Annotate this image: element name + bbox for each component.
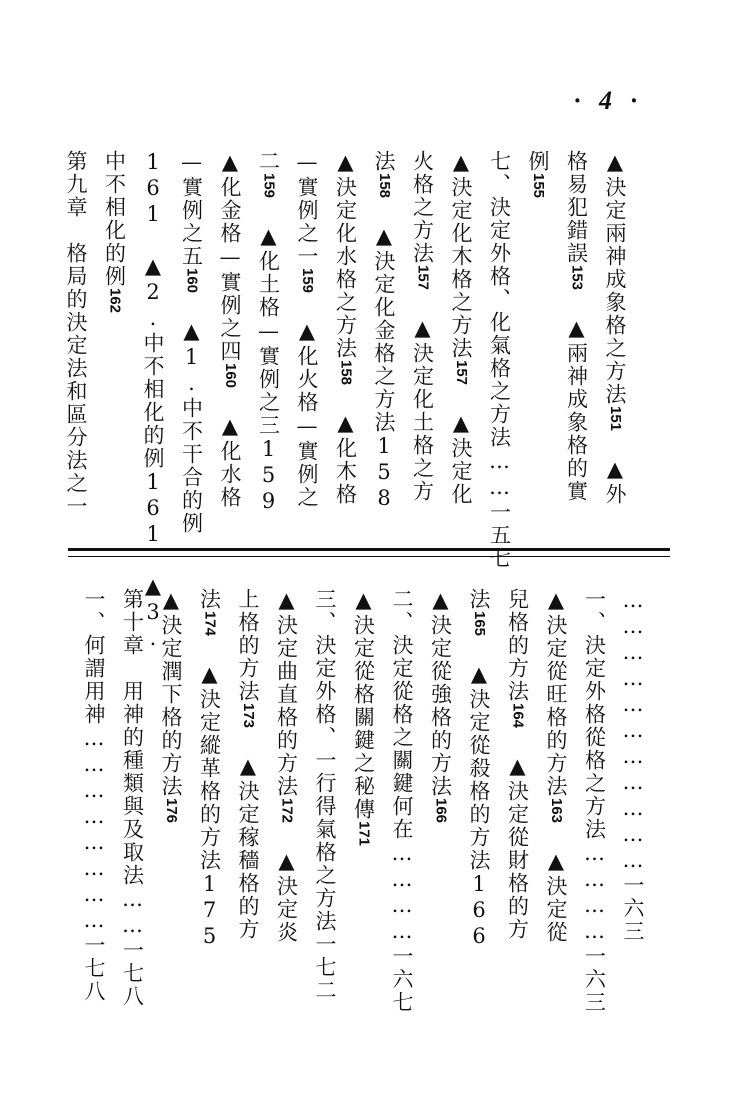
toc-column-lower [430,588,451,823]
toc-entry-text: 二、決定從格之關鍵何在…………一六七 [390,588,414,1014]
toc-column-lower [584,588,605,1014]
toc-page-number: 160 [222,363,239,389]
toc-page-number: 166 [432,798,450,824]
toc-entry-text: ▲決定化水格之方法 [333,150,358,360]
toc-entry-continuation: ▲決定化土格之方 [410,290,435,504]
toc-entry-continuation: ▲化木格 [333,385,358,507]
toc-entry-text: 二 [256,150,281,173]
toc-entry-text: ▲化金格—實例之四 [218,150,242,363]
toc-page-number: 151 [607,406,624,432]
toc-column-lower [622,588,643,943]
toc-entry-text: —實例之一 [295,150,319,268]
toc-entry-text: 中不相化的例 [102,150,127,288]
toc-page-number: 171 [355,821,373,847]
toc-page-number: 159 [260,173,278,199]
toc-entry-text: 火格之方法 [410,150,435,265]
toc-column-upper [373,150,394,512]
toc-page-number: 155 [530,173,547,199]
toc-page-number: 153 [568,265,586,291]
toc-entry-continuation: ▲決定炎 [274,823,299,945]
toc-entry-continuation: ▲化土格—實例之三159 [256,198,281,516]
toc-column-upper [181,150,202,535]
toc-entry-text: 第十章 用神的種類與及取法……一七八 [120,588,145,1008]
toc-column-upper [450,150,471,506]
toc-entry-text: ▲決定從強格的方法 [428,588,453,798]
toc-column-upper [604,150,625,506]
page-number: · 4 · [574,86,643,115]
toc-entry-continuation: ▲外 [603,431,627,507]
toc-column-upper [258,150,279,515]
toc-entry-text: 法 [197,588,222,611]
toc-entry-text: 161 [141,150,165,228]
toc-entry-text: 七、決定外格、化氣格之方法……一五七 [487,150,512,570]
toc-page-number: 159 [299,268,316,294]
toc-column-upper [65,150,86,518]
toc-page-number: 162 [106,288,124,314]
toc-entry-text: ▲決定從旺格的方法 [544,588,568,798]
toc-entry-text: 法 [467,588,491,611]
toc-column-upper [489,150,510,570]
toc-page-number: 158 [337,360,355,386]
toc-column-upper [219,150,240,509]
toc-page-number: 157 [453,360,470,386]
toc-entry-text: ▲決定從格關鍵之秘傳 [351,588,376,821]
toc-column-lower [314,588,335,1002]
toc-entry-text: ▲決定兩神成象格之方法 [603,150,627,406]
toc-page-number: 163 [548,798,565,824]
toc-column-lower [353,588,374,846]
toc-column-upper [527,150,548,198]
toc-entry-continuation: ▲1.中不干合的例 [179,293,204,536]
toc-page-number: 165 [471,611,488,637]
toc-entry-text: ▲決定化木格之方法 [449,150,473,360]
toc-entry-continuation: ▲決定從 [544,823,568,945]
toc-column-upper [412,150,433,503]
toc-entry-text: 上格的方法 [236,588,260,703]
toc-column-upper [296,150,317,509]
toc-page-number: 174 [201,611,219,637]
toc-column-upper [566,150,587,503]
toc-entry-text: 第九章 格局的決定法和區分法之一 [64,150,88,518]
toc-page-number: 160 [183,268,201,294]
toc-column-lower [83,588,104,1003]
toc-page-number: 173 [240,703,257,729]
toc-column-lower [468,588,489,950]
toc-entry-text: 例 [526,150,550,173]
toc-entry-text: 格易犯錯誤 [564,150,589,265]
toc-page-number: 157 [414,265,432,291]
toc-entry-text: ▲決定潤下格的方法 [159,588,183,798]
toc-entry-text: ……………………………一六三 [621,588,645,943]
toc-column-lower [507,588,528,941]
toc-entry-text: —實例之五 [179,150,204,268]
toc-page-number: 172 [278,798,296,824]
toc-column-lower [391,588,412,1014]
toc-entry-text: 一、何謂用神……………………一七八 [82,588,106,1003]
toc-entry-continuation: ▲決定稼穡格的方 [236,728,260,942]
toc-entry-text: 一、決定外格從格之方法…………一六三 [582,588,607,1014]
toc-column-lower [276,588,297,944]
toc-entry-continuation: ▲化水格 [218,388,242,510]
toc-entry-continuation: ▲決定縱革格的方法175 [197,636,222,951]
toc-page-number: 158 [376,173,393,199]
toc-entry-continuation: ▲決定從殺格的方法166 [467,636,491,951]
toc-page-number: 164 [509,703,527,729]
toc-column-upper [335,150,356,506]
toc-column-lower [160,588,181,823]
toc-entry-continuation: ▲化火格—實例之 [295,293,319,510]
toc-column-upper [104,150,125,313]
toc-entry-continuation: ▲2.中不相化的例161 ▲3. [141,228,165,652]
toc-column-lower [237,588,258,941]
toc-column-lower [199,588,220,950]
toc-entry-continuation: ▲決定化金格之方法158 [372,198,396,513]
toc-column-lower [122,588,143,1008]
toc-entry-text: 三、決定外格、一行得氣格之方法一七二 [313,588,337,1002]
toc-entry-continuation: ▲兩神成象格的實 [564,290,589,504]
toc-entry-continuation: ▲決定化 [449,385,473,507]
toc-entry-text: 兒格的方法 [505,588,530,703]
toc-entry-continuation: ▲決定從財格的方 [505,728,530,942]
toc-column-upper [142,150,163,652]
toc-column-lower [545,588,566,944]
toc-entry-text: 法 [372,150,396,173]
toc-page-number: 176 [163,798,180,824]
toc-entry-text: ▲決定曲直格的方法 [274,588,299,798]
